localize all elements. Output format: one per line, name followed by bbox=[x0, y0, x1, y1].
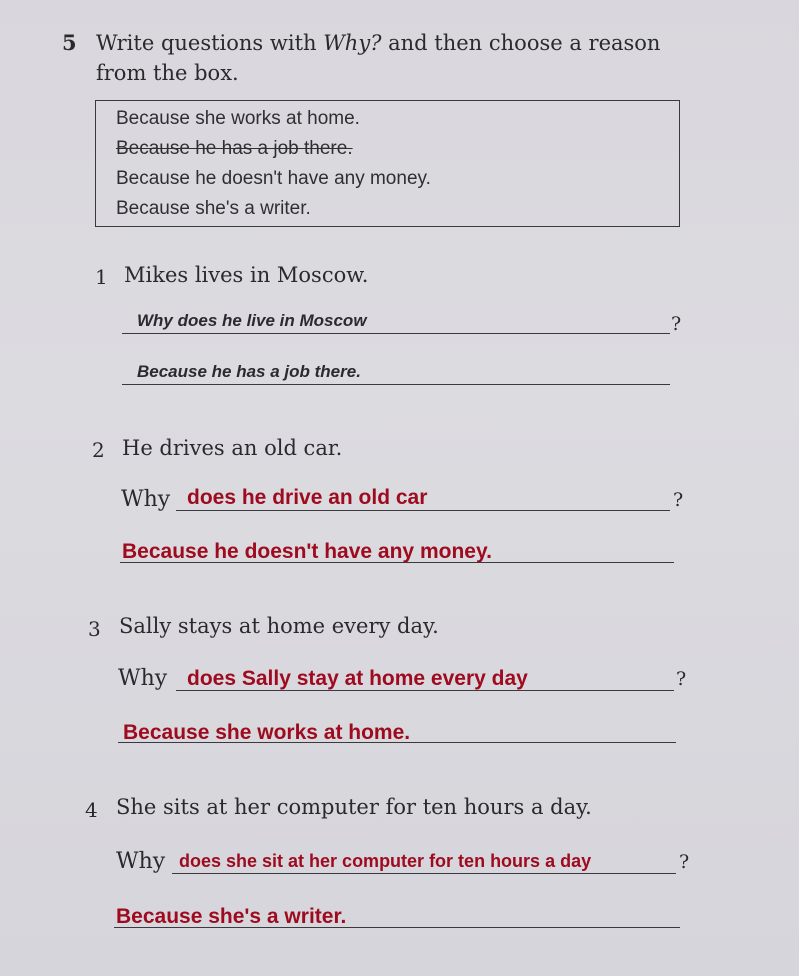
answer-line bbox=[176, 510, 670, 511]
question-statement: He drives an old car. bbox=[122, 436, 343, 460]
question-statement: She sits at her computer for ten hours a day. bbox=[116, 795, 592, 819]
why-label: Why bbox=[121, 487, 171, 512]
question-mark: ? bbox=[671, 313, 682, 335]
answer-line bbox=[118, 742, 676, 743]
question-answer: does he drive an old car bbox=[187, 486, 428, 509]
question-number: 2 bbox=[92, 438, 105, 462]
reason-item: Because he doesn't have any money. bbox=[116, 168, 431, 189]
reason-item: Because she works at home. bbox=[116, 108, 360, 129]
reason-item: Because she's a writer. bbox=[116, 198, 311, 219]
question-statement: Mikes lives in Moscow. bbox=[124, 263, 369, 287]
exercise-instruction bbox=[96, 28, 696, 88]
reason-answer: Because he has a job there. bbox=[137, 362, 361, 381]
reason-answer: Because she works at home. bbox=[123, 721, 411, 744]
question-answer: Why does he live in Moscow bbox=[137, 311, 367, 330]
question-mark: ? bbox=[679, 851, 690, 873]
answer-line bbox=[122, 384, 670, 385]
question-answer: does she sit at her computer for ten hours a day bbox=[179, 851, 592, 871]
question-statement: Sally stays at home every day. bbox=[119, 614, 439, 638]
answer-line bbox=[122, 333, 670, 334]
why-label: Why bbox=[116, 849, 166, 874]
question-mark: ? bbox=[673, 489, 684, 511]
question-answer: does Sally stay at home every day bbox=[187, 667, 528, 690]
question-number: 3 bbox=[88, 617, 101, 641]
reason-answer: Because she's a writer. bbox=[116, 905, 347, 928]
reason-item-crossed-out: Because he has a job there. bbox=[116, 138, 353, 159]
instruction-why: Why? bbox=[323, 31, 382, 55]
answer-line bbox=[176, 690, 674, 691]
question-mark: ? bbox=[676, 668, 687, 690]
instruction-text-start: Write questions with bbox=[96, 31, 324, 55]
reason-answer: Because he doesn't have any money. bbox=[122, 540, 492, 563]
exercise-number: 5 bbox=[62, 30, 77, 55]
question-number: 4 bbox=[85, 798, 98, 822]
answer-line bbox=[120, 562, 674, 563]
question-number: 1 bbox=[95, 265, 108, 289]
instruction-text-end: and then choose a reason from the box. bbox=[96, 31, 661, 85]
why-label: Why bbox=[118, 666, 168, 691]
answer-line bbox=[114, 927, 680, 928]
answer-line bbox=[172, 873, 676, 874]
